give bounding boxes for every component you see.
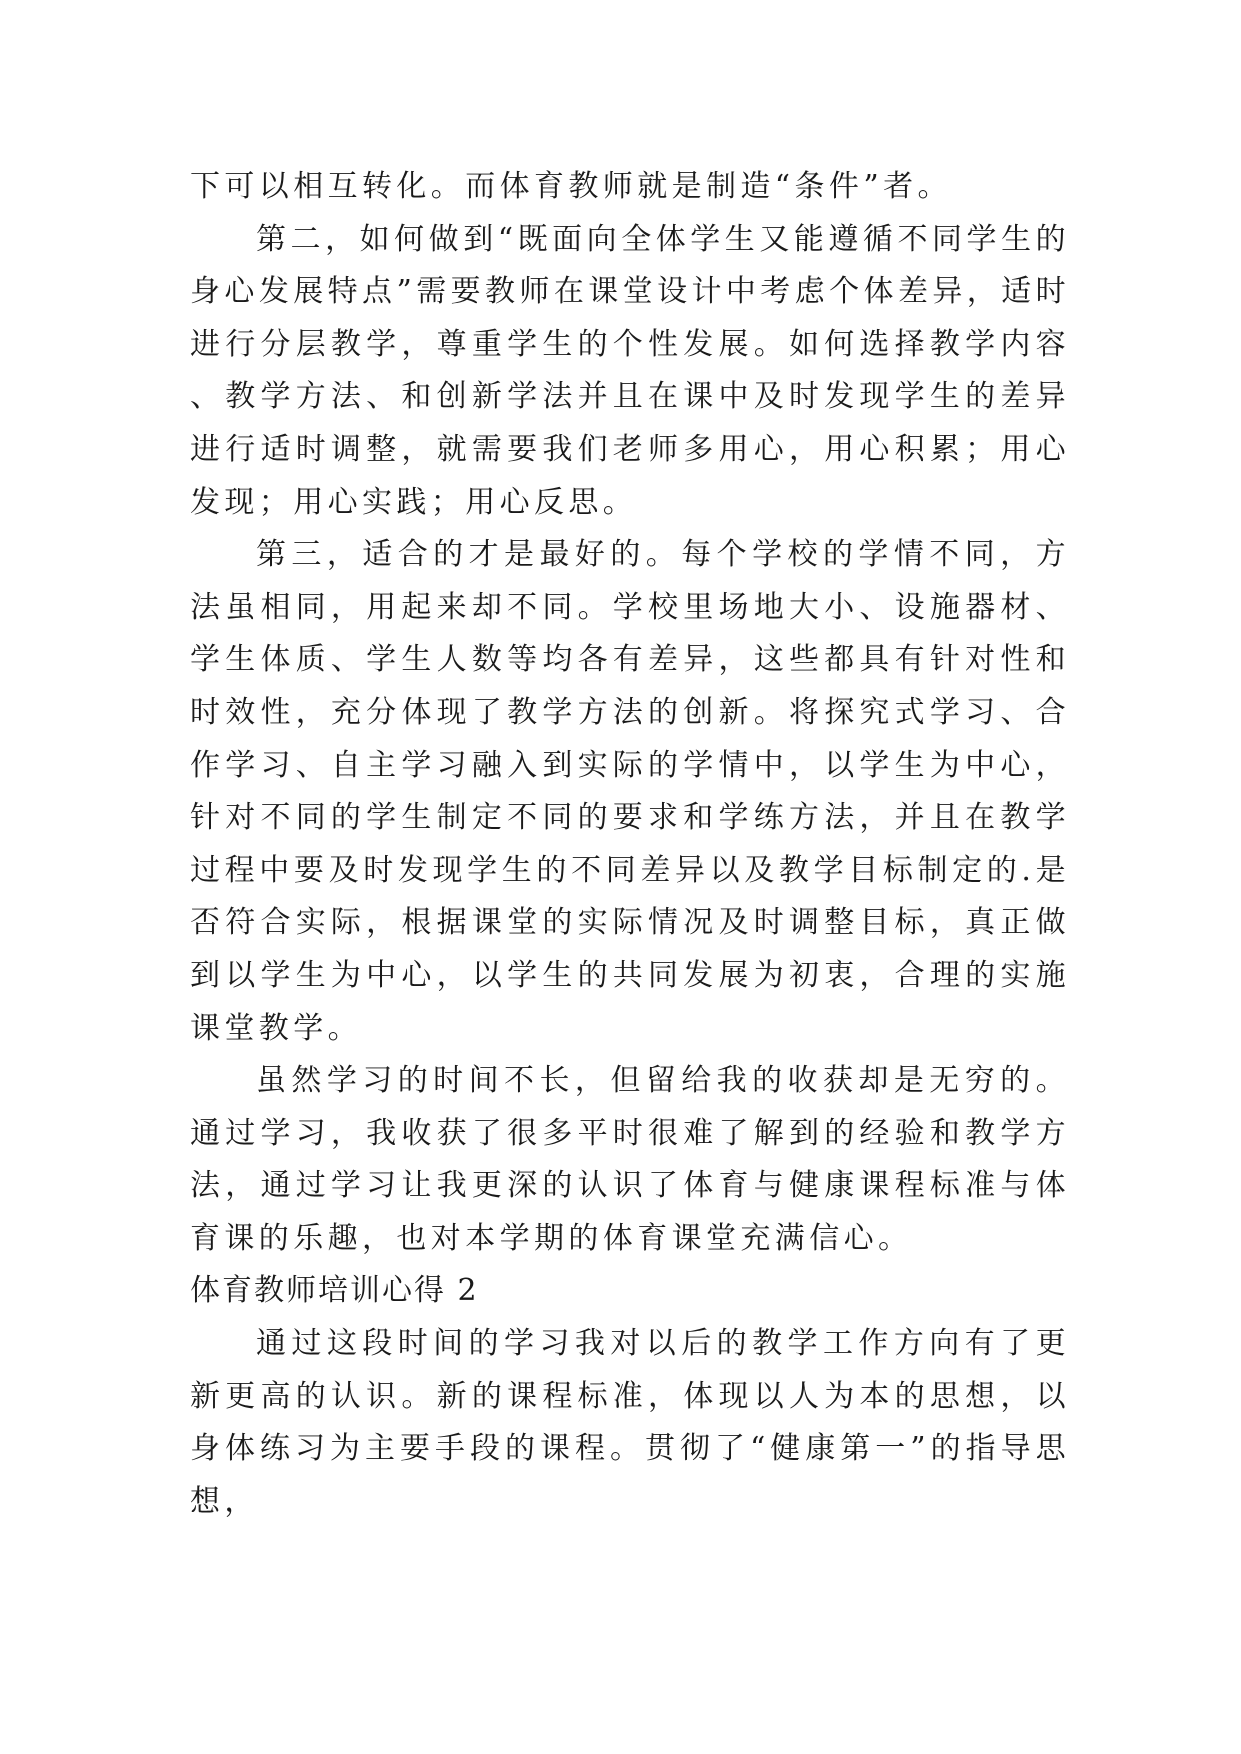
section-title: 体育教师培训心得 2 xyxy=(190,1273,479,1309)
paragraph-second-point: 第二，如何做到“既面向全体学生又能遵循不同学生的身心发展特点”需要教师在课堂设计中考虑个体差异，适时进行分层教学，尊重学生的个性发展。如何选择教学内容、教学方法、和创新学法并且在课中及时发现学生的差异进行适时调整，就需要我们老师多用心，用心积累；用心发现；用心实践；用心反思。 xyxy=(190,221,1070,520)
document-body xyxy=(190,161,1070,1528)
paragraph-third-point: 第三，适合的才是最好的。每个学校的学情不同，方法虽相同，用起来却不同。学校里场地大小、设施器材、学生体质、学生人数等均各有差异，这些都具有针对性和时效性，充分体现了教学方法的创新。将探究式学习、合作学习、自主学习融入到实际的学情中，以学生为中心，针对不同的学生制定不同的要求和学练方法，并且在教学过程中要及时发现学生的不同差异以及教学目标制定的.是否符合实际，根据课堂的实际情况及时调整目标，真正做到以学生为中心，以学生的共同发展为初衷，合理的实施课堂教学。 xyxy=(190,537,1070,1046)
paragraph-section-intro: 通过这段时间的学习我对以后的教学工作方向有了更新更高的认识。新的课程标准，体现以人为本的思想，以身体练习为主要手段的课程。贯彻了“健康第一”的指导思想， xyxy=(190,1326,1070,1519)
paragraph-conclusion: 虽然学习的时间不长，但留给我的收获却是无穷的。通过学习，我收获了很多平时很难了解到的经验和教学方法，通过学习让我更深的认识了体育与健康课程标准与体育课的乐趣，也对本学期的体育课堂充满信心。 xyxy=(190,1063,1070,1256)
paragraph-continuation: 下可以相互转化。而体育教师就是制造“条件”者。 xyxy=(190,169,952,204)
